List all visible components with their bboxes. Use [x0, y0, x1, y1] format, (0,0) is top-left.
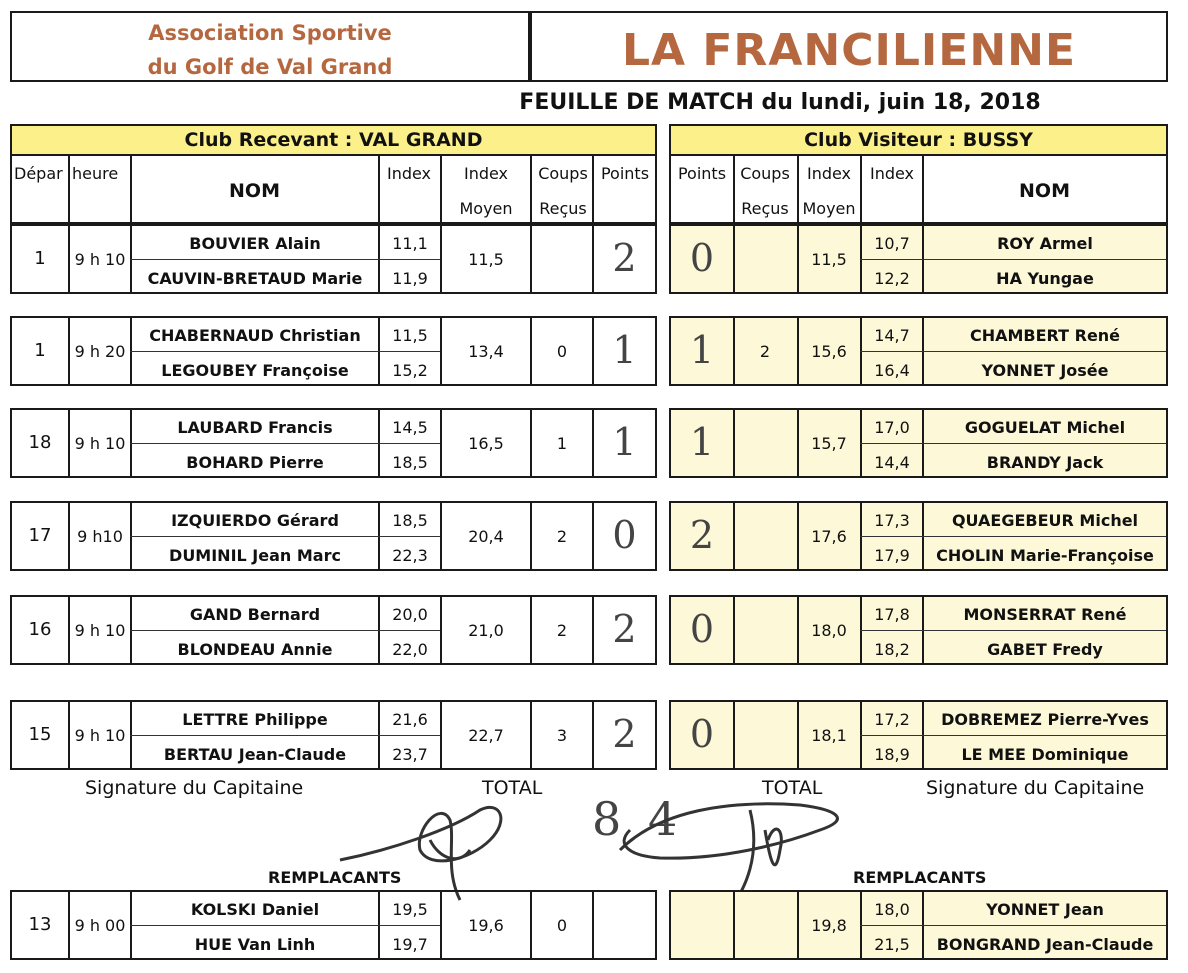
home-coups-recus: 2	[556, 621, 568, 640]
home-index-1: 21,6	[392, 710, 428, 729]
association-name-line2: du Golf de Val Grand	[147, 55, 393, 79]
home-index-moyen: 19,6	[468, 916, 504, 935]
total-home-value: 8	[592, 792, 622, 846]
away-index-1: 10,7	[874, 234, 910, 253]
away-col-index-moyen-2: Moyen	[802, 199, 856, 218]
home-player-2: BOHARD Pierre	[186, 453, 324, 472]
away-index-2: 17,9	[874, 546, 910, 565]
home-player-1: LAUBARD Francis	[177, 418, 333, 437]
away-index-moyen: 17,6	[811, 527, 847, 546]
away-points: 0	[689, 607, 715, 651]
home-index-1: 18,5	[392, 511, 428, 530]
heure-cell: 9 h 10	[74, 434, 126, 453]
total-away-label: TOTAL	[762, 777, 823, 799]
away-player-2: BRANDY Jack	[986, 453, 1104, 472]
away-player-1: YONNET Jean	[986, 900, 1104, 919]
home-player-1: LETTRE Philippe	[182, 710, 328, 729]
home-match-group	[10, 595, 657, 665]
away-match-group	[669, 501, 1168, 571]
col-index: Index	[386, 164, 432, 183]
title-header	[530, 11, 1168, 82]
col-coups-1: Coups	[538, 164, 588, 183]
depart-cell: 1	[34, 248, 46, 269]
away-column-header	[669, 154, 1168, 224]
home-points: 1	[612, 420, 637, 464]
home-coups-recus: 2	[556, 527, 568, 546]
away-points: 1	[689, 328, 715, 372]
depart-cell: 1	[34, 340, 46, 361]
heure-cell: 9 h 20	[74, 342, 126, 361]
home-match-group	[10, 408, 657, 478]
total-away-value: 4	[648, 792, 678, 846]
away-col-points: Points	[677, 164, 727, 183]
away-player-1: MONSERRAT René	[963, 605, 1127, 624]
away-index-2: 21,5	[874, 935, 910, 954]
away-index-moyen: 15,6	[811, 342, 847, 361]
away-player-2: CHOLIN Marie-Françoise	[936, 546, 1154, 565]
home-coups-recus: 0	[556, 916, 568, 935]
home-player-1: GAND Bernard	[189, 605, 321, 624]
depart-cell: 17	[28, 525, 52, 546]
heure-cell: 9 h10	[77, 527, 123, 546]
away-index-2: 18,9	[874, 745, 910, 764]
home-points: 0	[612, 513, 637, 557]
home-match-group	[10, 700, 657, 770]
away-points: 2	[689, 513, 715, 557]
page-title: LA FRANCILIENNE	[621, 25, 1077, 76]
home-index-1: 14,5	[392, 418, 428, 437]
home-index-2: 15,2	[392, 361, 428, 380]
home-match-group	[10, 316, 657, 386]
depart-cell: 16	[28, 619, 52, 640]
away-player-1: GOGUELAT Michel	[964, 418, 1126, 437]
away-player-1: ROY Armel	[997, 234, 1093, 253]
association-name-line1: Association Sportive	[148, 21, 392, 45]
away-col-coups-2: Reçus	[741, 199, 789, 218]
home-player-2: CAUVIN-BRETAUD Marie	[147, 269, 363, 288]
depart-cell: 13	[28, 914, 52, 935]
away-coups-recus: 2	[759, 342, 771, 361]
home-player-1: KOLSKI Daniel	[190, 900, 320, 919]
away-player-1: CHAMBERT René	[969, 326, 1121, 345]
away-index-1: 17,3	[874, 511, 910, 530]
home-index-moyen: 11,5	[468, 250, 504, 269]
home-index-moyen: 22,7	[468, 726, 504, 745]
away-col-index-moyen-1: Index	[806, 164, 852, 183]
home-player-1: IZQUIERDO Gérard	[171, 511, 339, 530]
home-player-2: HUE Van Linh	[194, 935, 316, 954]
away-match-group	[669, 316, 1168, 386]
home-index-1: 11,5	[392, 326, 428, 345]
home-coups-recus: 3	[556, 726, 568, 745]
away-match-group	[669, 408, 1168, 478]
home-index-2: 18,5	[392, 453, 428, 472]
home-player-2: BERTAU Jean-Claude	[163, 745, 347, 764]
away-player-2: LE MEE Dominique	[961, 745, 1129, 764]
home-match-group	[10, 890, 657, 960]
away-index-moyen: 15,7	[811, 434, 847, 453]
home-player-1: CHABERNAUD Christian	[149, 326, 361, 345]
away-index-2: 16,4	[874, 361, 910, 380]
home-index-moyen: 13,4	[468, 342, 504, 361]
home-club-label: Club Recevant : VAL GRAND	[10, 124, 657, 156]
away-match-group	[669, 595, 1168, 665]
home-points: 2	[612, 712, 637, 756]
home-points: 2	[612, 236, 637, 280]
away-club-label: Club Visiteur : BUSSY	[669, 124, 1168, 156]
heure-cell: 9 h 10	[74, 250, 126, 269]
away-match-group	[669, 700, 1168, 770]
home-index-2: 22,3	[392, 546, 428, 565]
home-index-1: 20,0	[392, 605, 428, 624]
home-match-group	[10, 501, 657, 571]
away-index-moyen: 18,0	[811, 621, 847, 640]
away-match-group	[669, 224, 1168, 294]
away-player-1: DOBREMEZ Pierre-Yves	[941, 710, 1149, 729]
home-player-2: BLONDEAU Annie	[177, 640, 333, 659]
remplacants-away-label: REMPLACANTS	[853, 868, 987, 887]
home-column-header	[10, 154, 657, 224]
home-player-1: BOUVIER Alain	[189, 234, 321, 253]
away-match-group	[669, 890, 1168, 960]
home-match-group	[10, 224, 657, 294]
away-col-coups-1: Coups	[740, 164, 790, 183]
away-player-2: HA Yungae	[996, 269, 1094, 288]
home-index-moyen: 16,5	[468, 434, 504, 453]
away-index-1: 18,0	[874, 900, 910, 919]
away-points: 0	[689, 712, 715, 756]
match-sheet-subtitle: FEUILLE DE MATCH du lundi, juin 18, 2018	[519, 90, 1041, 115]
col-points: Points	[600, 164, 650, 183]
away-index-1: 17,8	[874, 605, 910, 624]
col-heure: heure	[72, 164, 119, 183]
signature-home-label: Signature du Capitaine	[85, 777, 304, 799]
away-points: 1	[689, 420, 715, 464]
col-coups-2: Reçus	[539, 199, 587, 218]
away-player-2: GABET Fredy	[987, 640, 1103, 659]
away-index-1: 14,7	[874, 326, 910, 345]
col-depart: Dépar	[14, 164, 63, 183]
home-index-2: 11,9	[392, 269, 428, 288]
home-index-2: 23,7	[392, 745, 428, 764]
home-index-2: 22,0	[392, 640, 428, 659]
home-points: 1	[612, 328, 637, 372]
away-index-2: 18,2	[874, 640, 910, 659]
heure-cell: 9 h 00	[74, 916, 126, 935]
home-player-2: LEGOUBEY Françoise	[161, 361, 349, 380]
away-player-1: QUAEGEBEUR Michel	[951, 511, 1139, 530]
home-coups-recus: 1	[556, 434, 568, 453]
col-index-moyen-2: Moyen	[459, 199, 513, 218]
home-index-1: 19,5	[392, 900, 428, 919]
away-index-moyen: 19,8	[811, 916, 847, 935]
away-index-1: 17,0	[874, 418, 910, 437]
away-index-moyen: 11,5	[811, 250, 847, 269]
home-index-2: 19,7	[392, 935, 428, 954]
away-col-nom: NOM	[1019, 180, 1070, 202]
col-index-moyen-1: Index	[463, 164, 509, 183]
away-index-2: 14,4	[874, 453, 910, 472]
total-home-label: TOTAL	[482, 777, 543, 799]
remplacants-home-label: REMPLACANTS	[268, 868, 402, 887]
home-index-moyen: 20,4	[468, 527, 504, 546]
away-col-index: Index	[869, 164, 915, 183]
home-index-1: 11,1	[392, 234, 428, 253]
home-player-2: DUMINIL Jean Marc	[169, 546, 341, 565]
home-points: 2	[612, 607, 637, 651]
away-points: 0	[689, 236, 715, 280]
away-index-1: 17,2	[874, 710, 910, 729]
home-index-moyen: 21,0	[468, 621, 504, 640]
depart-cell: 15	[28, 724, 52, 745]
away-player-2: YONNET Josée	[981, 361, 1109, 380]
heure-cell: 9 h 10	[74, 726, 126, 745]
away-player-2: BONGRAND Jean-Claude	[936, 935, 1154, 954]
col-nom: NOM	[229, 180, 280, 202]
away-index-2: 12,2	[874, 269, 910, 288]
away-index-moyen: 18,1	[811, 726, 847, 745]
association-header	[10, 11, 530, 82]
heure-cell: 9 h 10	[74, 621, 126, 640]
home-coups-recus: 0	[556, 342, 568, 361]
signature-away-label: Signature du Capitaine	[926, 777, 1145, 799]
depart-cell: 18	[28, 432, 52, 453]
